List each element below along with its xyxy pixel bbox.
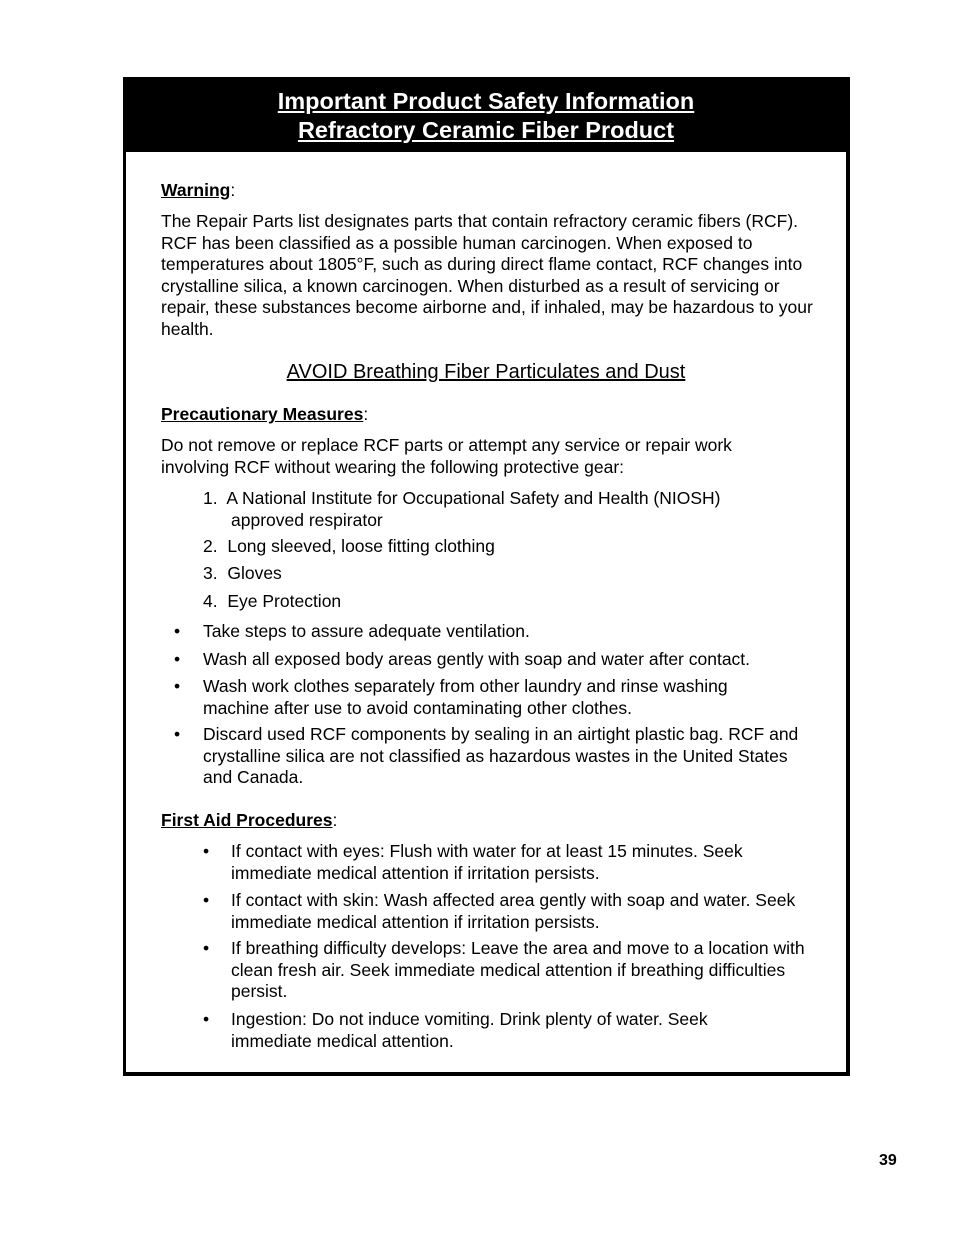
gear-text: Eye Protection bbox=[227, 591, 342, 611]
first-aid-bullet-1: If contact with eyes: Flush with water for at least 15 minutes. Seek immediate medical attention if irritation persists. bbox=[231, 841, 743, 883]
precaution-bullet-4: Discard used RCF components by sealing in an airtight plastic bag. RCF and crystalline silica are not classified as hazardous wastes in the United States and Canada. bbox=[203, 724, 799, 787]
precaution-bullet-1: Take steps to assure adequate ventilation. bbox=[203, 621, 530, 641]
precaution-bullet-2: Wash all exposed body areas gently with soap and water after contact. bbox=[203, 649, 751, 669]
bullet-marker: • bbox=[203, 1009, 210, 1029]
safety-header bbox=[126, 80, 846, 152]
header-title-line1: Important Product Safety Information bbox=[277, 88, 695, 114]
gear-num: 1. bbox=[203, 488, 218, 508]
bullet-marker: • bbox=[174, 676, 181, 696]
first-aid-bullet-2: If contact with skin: Wash affected area gently with soap and water. Seek immediate medical attention if irritation persists. bbox=[231, 890, 796, 932]
warning-heading bbox=[161, 180, 235, 202]
gear-num: 3. bbox=[203, 563, 218, 583]
gear-text: A National Institute for Occupational Safety and Health (NIOSH) bbox=[226, 488, 721, 508]
gear-item-1 bbox=[203, 488, 803, 531]
precautionary-intro: Do not remove or replace RCF parts or attempt any service or repair work involving RCF without wearing the following protective gear: bbox=[161, 435, 732, 477]
bullet-marker: • bbox=[174, 724, 181, 744]
first-aid-label: First Aid Procedures bbox=[161, 810, 333, 830]
precaution-bullet-3: Wash work clothes separately from other laundry and rinse washing machine after use to avoid contaminating other clothes. bbox=[203, 676, 728, 718]
first-aid-bullet-3: If breathing difficulty develops: Leave the area and move to a location with clean fresh air. Seek immediate medical attention if breathing difficulties persist. bbox=[231, 938, 805, 1001]
gear-num: 2. bbox=[203, 536, 218, 556]
warning-text: The Repair Parts list designates parts that contain refractory ceramic fibers (RCF). RCF has been classified as a possible human carcinogen. When exposed to temperatures about 1805°F, such as during direct flame contact, RCF changes into crystalline silica, a known carcinogen. When disturbed as a result of servicing or repair, these substances become airborne and, if inhaled, may be hazardous to your health. bbox=[161, 211, 813, 339]
gear-text: Gloves bbox=[227, 563, 282, 583]
bullet-marker: • bbox=[174, 649, 181, 669]
gear-text: Long sleeved, loose fitting clothing bbox=[227, 536, 495, 556]
bullet-marker: • bbox=[203, 841, 210, 861]
bullet-marker: • bbox=[203, 938, 210, 958]
bullet-marker: • bbox=[174, 621, 181, 641]
first-aid-bullet-4: Ingestion: Do not induce vomiting. Drink plenty of water. Seek immediate medical attention. bbox=[231, 1009, 708, 1051]
gear-text-cont: approved respirator bbox=[231, 509, 383, 530]
bullet-marker: • bbox=[203, 890, 210, 910]
header-title-line2: Refractory Ceramic Fiber Product bbox=[297, 117, 675, 143]
first-aid-colon: : bbox=[332, 810, 338, 830]
page-number: 39 bbox=[879, 1152, 897, 1169]
gear-item-4 bbox=[203, 591, 341, 613]
first-aid-heading bbox=[161, 810, 337, 832]
safety-info-box bbox=[123, 77, 850, 1076]
precautionary-colon: : bbox=[363, 404, 369, 424]
gear-item-2 bbox=[203, 536, 495, 558]
gear-item-3 bbox=[203, 563, 282, 585]
avoid-heading: AVOID Breathing Fiber Particulates and Dust bbox=[286, 361, 686, 383]
gear-num: 4. bbox=[203, 591, 218, 611]
precautionary-heading bbox=[161, 404, 368, 426]
precautionary-label: Precautionary Measures bbox=[161, 404, 364, 424]
warning-colon: : bbox=[230, 180, 236, 200]
warning-label: Warning bbox=[161, 180, 231, 200]
